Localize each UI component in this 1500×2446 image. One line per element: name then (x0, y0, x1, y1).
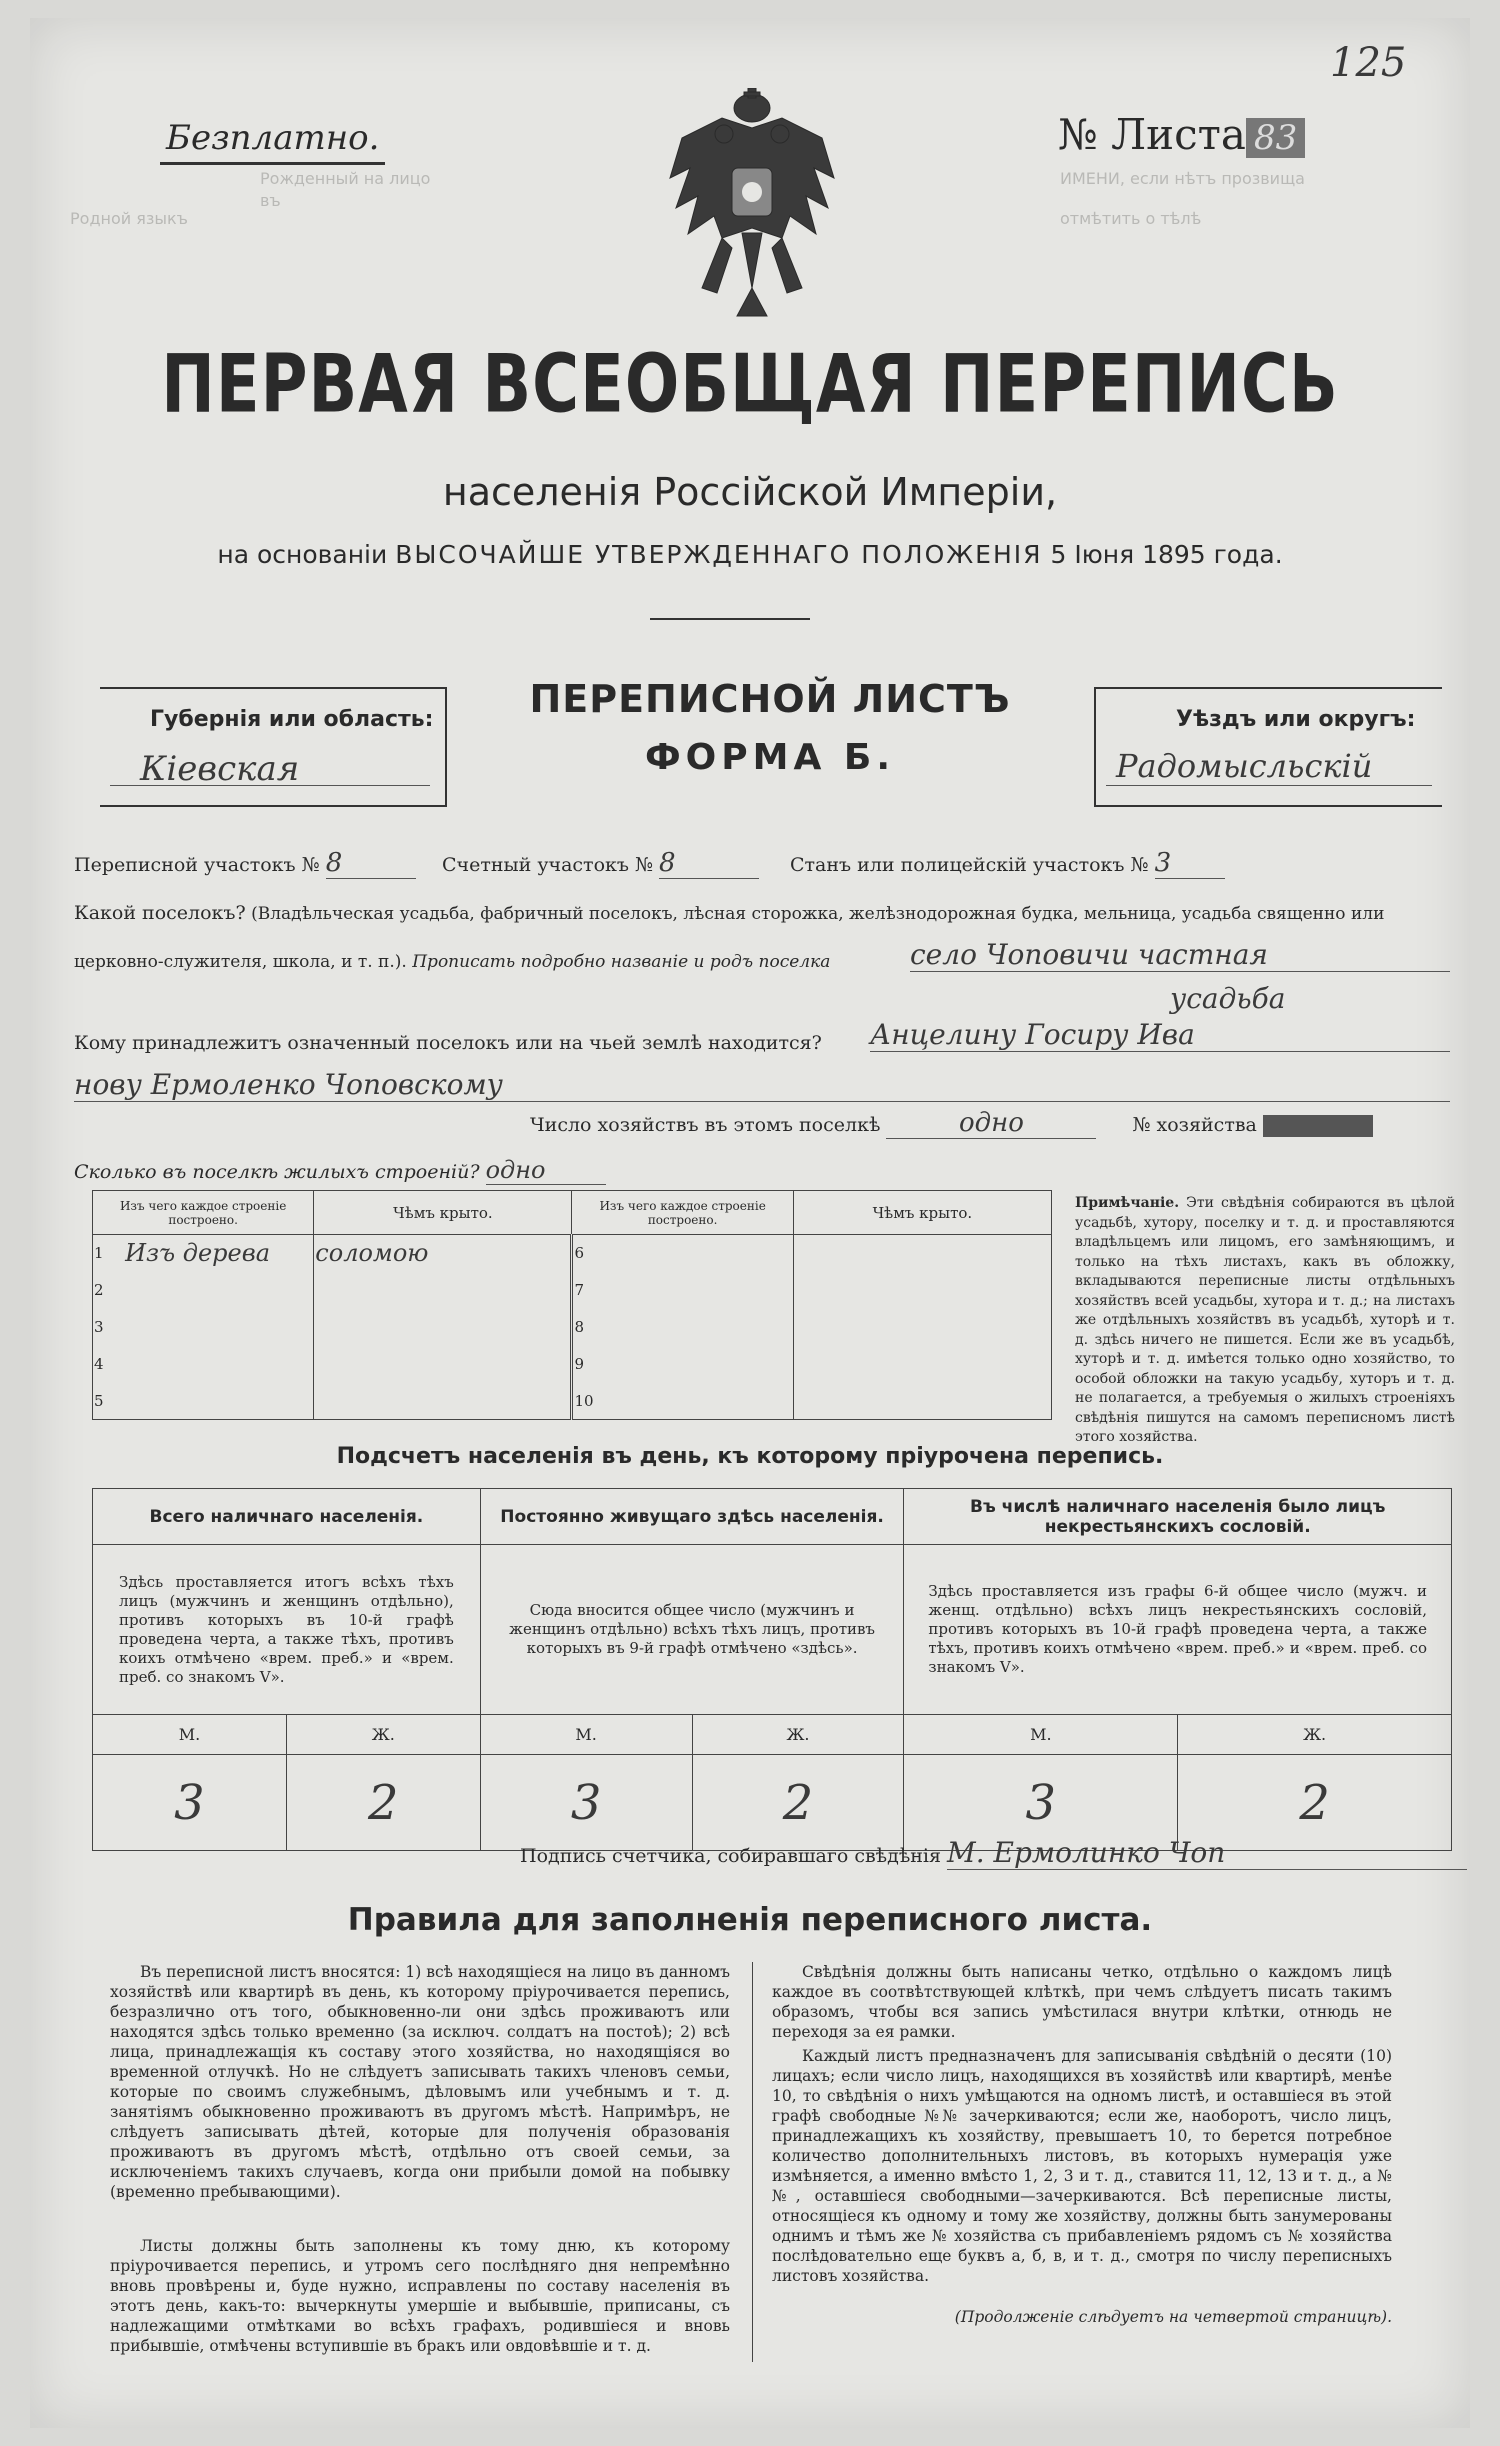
building-material (124, 1383, 314, 1420)
rules-right-p2: Каждый листъ предназначенъ для записыванія свѣдѣній о десяти (10) лицахъ; если число лицъ, находящихся въ хозяйствѣ или квартирѣ, менѣе 10, то свѣдѣнія о нихъ умѣщаются на одномъ листѣ, и оставшіеся въ этой графѣ свободные №№ зачеркиваются; если же, наоборотъ, число лицъ, принадлежащихъ къ хозяйству, превышаетъ 10, то берется потребное количество дополнительныхъ листовъ, въ которыхъ нумерація уже измѣняется, а именно вмѣсто 1, 2, 3 и т. д., ставится 11, 12, 13 и т. д., а №№, оставшіеся свободными—зачеркиваются. Всѣ переписные листы, относящіеся къ одному и тому же хозяйству, должны быть занумерованы однимъ и тѣмъ же № хозяйства съ прибавленіемъ рядомъ съ № хозяйства послѣдовательно еще буквъ а, б, в, и т. д., смотря по числу переписныхъ листовъ хозяйства. (772, 2047, 1392, 2285)
settlement-hint-1: (Владѣльческая усадьба, фабричный поселокъ, лѣсная сторожка, желѣзнодорожная будка, мельница, усадьба священно или (251, 904, 1385, 924)
count-district-label: Счетный участокъ № (442, 854, 653, 876)
male-label: М. (904, 1715, 1178, 1755)
building-material (124, 1272, 314, 1309)
building-roof (793, 1272, 1051, 1309)
building-material (604, 1235, 794, 1272)
stan-field (790, 848, 1225, 879)
count-district-field (442, 848, 759, 879)
col-roof-right: Чѣмъ крыто. (793, 1191, 1051, 1235)
col1-text: Здѣсь проставляется итогъ всѣхъ тѣхъ лицъ (мужчинъ и женщинъ отдѣльно), противъ которыхъ въ 10-й графѣ проведена черта, а также тѣхъ, противъ коихъ отмѣчено «врем. преб.» и «врем. преб. со знакомъ V». (93, 1545, 481, 1715)
building-material (604, 1346, 794, 1383)
male-label: М. (93, 1715, 287, 1755)
table-row (93, 1383, 1052, 1420)
note-block (1075, 1194, 1455, 1448)
owner-value-2: нову Ермоленко Чоповскому (74, 1068, 1450, 1102)
female-label: Ж. (1178, 1715, 1452, 1755)
households-value: одно (886, 1108, 1096, 1139)
guberniya-value: Кіевская (140, 749, 300, 789)
buildings-table (92, 1190, 1052, 1420)
count-district-value: 8 (659, 848, 759, 879)
female-label: Ж. (692, 1715, 904, 1755)
row-number: 7 (574, 1281, 585, 1299)
rules-divider (752, 1962, 753, 2362)
uezd-value: Радомысльскій (1116, 747, 1373, 785)
sheet-title: ПЕРЕПИСНОЙ ЛИСТЪ (529, 677, 1011, 721)
guberniya-line (110, 785, 430, 786)
rules-left-p1: Въ переписной листъ вносятся: 1) всѣ находящіеся на лицо въ данномъ хозяйствѣ или квартирѣ въ день, къ которому пріурочивается перепись, безразлично отъ того, обыкновенно-ли они здѣсь проживаютъ или находятся здѣсь только временно (за исключ. солдатъ на постоѣ); 2) всѣ лица, принадлежащія къ составу этого хозяйства, но находящіяся во временной отлучкѣ. Но не слѣдуетъ записывать такихъ членовъ семьи, которые по своимъ служебнымъ, дѣловымъ или учебнымъ и т. д. занятіямъ обыкновенно проживаютъ въ другомъ мѣстѣ. Напримѣръ, не слѣдуетъ записывать дѣтей, которые для полученія образованія проживаютъ въ другомъ мѣстѣ, отдѣльно отъ своей семьи, за исключеніемъ такихъ случаевъ, когда они прибыли домой на побывку (временно пребывающими). (110, 1963, 730, 2201)
form-box (100, 673, 1440, 803)
male-label: М. (480, 1715, 692, 1755)
row-number: 8 (574, 1318, 585, 1336)
census-district-value: 8 (326, 848, 416, 879)
households-label: Число хозяйствъ въ этомъ поселкѣ (530, 1114, 881, 1136)
note-label: Примѣчаніе. (1075, 1195, 1180, 1211)
signature-label: Подпись счетчика, собиравшаго свѣдѣнія (520, 1845, 941, 1867)
census-district-label: Переписной участокъ № (74, 854, 320, 876)
building-roof (314, 1272, 572, 1309)
settlement-hint-3: Прописать подробно названіе и родъ поселка (412, 952, 831, 972)
non-peasant-female-value: 2 (1178, 1755, 1452, 1851)
table-row (93, 1235, 1052, 1272)
row-number: 6 (574, 1244, 585, 1263)
settlement-hint-line (74, 952, 830, 972)
settlement-field (74, 902, 1454, 924)
guberniya-box (100, 687, 447, 807)
building-roof: соломою (314, 1235, 572, 1272)
stan-value: 3 (1155, 848, 1225, 879)
sheet-number (1058, 110, 1305, 159)
settlement-label: Какой поселокъ? (74, 902, 246, 924)
row-number: 1 (93, 1235, 125, 1272)
buildings-label: Сколько въ поселкѣ жилыхъ строеній? (74, 1161, 480, 1183)
female-label: Ж. (286, 1715, 480, 1755)
bleed-through-text-c: отмѣтить о тѣлѣ (1060, 209, 1202, 228)
settlement-value-1: село Чоповичи частная (910, 938, 1450, 972)
basis-caps: ВЫСОЧАЙШЕ УТВЕРЖДЕННАГО ПОЛОЖЕНІЯ (395, 540, 1043, 569)
households-field (530, 1108, 1373, 1139)
building-roof (314, 1309, 572, 1346)
sheet-number-value: 83 (1246, 118, 1305, 158)
table-row (93, 1272, 1052, 1309)
stan-label: Станъ или полицейскій участокъ № (790, 854, 1149, 876)
table-row (93, 1309, 1052, 1346)
permanent-female-value: 2 (692, 1755, 904, 1851)
basis-prefix: на основаніи (217, 540, 388, 569)
form-label: ФОРМА Б. (644, 737, 896, 778)
total-female-value: 2 (286, 1755, 480, 1851)
owner-value-1: Анцелину Госиру Ива (870, 1018, 1450, 1052)
household-no-label: № хозяйства (1132, 1114, 1257, 1136)
col3-head: Въ числѣ наличнаго населенія было лицъ некрестьянскихъ сословій. (904, 1489, 1452, 1545)
guberniya-label: Губернія или область: (150, 707, 434, 732)
buildings-field (74, 1156, 606, 1185)
corner-number: 125 (1330, 40, 1407, 86)
buildings-value: одно (486, 1156, 606, 1185)
household-no-redacted (1263, 1115, 1373, 1137)
building-material: Изъ дерева (124, 1235, 314, 1272)
bleed-through-text-b: Рожденный на лицо въ (260, 169, 431, 210)
settlement-value-2: усадьба (1170, 982, 1286, 1015)
col-material-right: Изъ чего каждое строеніе построено. (572, 1191, 793, 1235)
col2-text: Сюда вносится общее число (мужчинъ и женщинъ отдѣльно) всѣхъ тѣхъ лицъ, противъ которыхъ въ 9-й графѣ отмѣчено «здѣсь». (480, 1545, 904, 1715)
rules-left-p2: Листы должны быть заполнены къ тому дню, къ которому пріурочивается перепись, и утромъ сего послѣдняго дня непремѣнно вновь провѣрены и, буде нужно, исправлены по составу населенія въ этотъ день, какъ-то: вычеркнуты умершіе и выбывшіе, приписаны, съ надлежащими отмѣтками во всѣхъ графахъ, родившіеся и вновь прибывшіе, отмѣчены вступившіе въ бракъ или овдовѣвшіе и т. д. (110, 2237, 730, 2355)
sheet-number-label: № Листа (1058, 110, 1246, 159)
page-subtitle: населенія Россійской Имперіи, (442, 470, 1058, 514)
building-roof (793, 1346, 1051, 1383)
rules-right-p1: Свѣдѣнія должны быть написаны четко, отдѣльно о каждомъ лицѣ каждое въ соотвѣтствующей клѣткѣ, при чемъ слѣдуетъ писать такимъ образомъ, чтобы вся запись умѣстилася внутри клѣтки, отнюдь не переходя за ея рамки. (772, 1963, 1392, 2041)
owner-label: Кому принадлежитъ означенный поселокъ или на чьей землѣ находится? (74, 1032, 822, 1054)
basis-date: 5 Іюня 1895 года. (1050, 540, 1283, 569)
uezd-label: Уѣздъ или округъ: (1176, 707, 1416, 732)
col3-text: Здѣсь проставляется изъ графы 6-й общее число (мужч. и женщ. отдѣльно) всѣхъ лицъ некрестьянскихъ сословій, противъ которыхъ въ 10-й графѣ проведена черта, а также тѣхъ, противъ коихъ отмѣчено «врем. преб.» и «врем. преб. со знакомъ V». (904, 1545, 1452, 1715)
building-material (124, 1346, 314, 1383)
total-male-value: 3 (93, 1755, 287, 1851)
building-roof (793, 1383, 1051, 1420)
population-table (92, 1488, 1452, 1851)
building-material (604, 1272, 794, 1309)
building-roof (793, 1235, 1051, 1272)
census-sheet (30, 18, 1470, 2428)
building-roof (314, 1383, 572, 1420)
col-roof-left: Чѣмъ крыто. (314, 1191, 572, 1235)
building-material (604, 1309, 794, 1346)
row-number: 3 (93, 1309, 125, 1346)
col-material-left: Изъ чего каждое строеніе построено. (93, 1191, 314, 1235)
permanent-male-value: 3 (480, 1755, 692, 1851)
page-title: ПЕРВАЯ ВСЕОБЩАЯ ПЕРЕПИСЬ (161, 338, 1339, 432)
basis-line (30, 540, 1470, 569)
census-district-field (74, 848, 416, 879)
signature-field (520, 1836, 1467, 1870)
signature-value: М. Ермолинко Чоп (947, 1836, 1467, 1870)
row-number: 9 (574, 1355, 585, 1373)
non-peasant-male-value: 3 (904, 1755, 1178, 1851)
imperial-eagle-emblem-icon (662, 88, 842, 328)
table-row (93, 1346, 1052, 1383)
rules-title: Правила для заполненія переписного листа. (347, 1902, 1153, 1938)
row-number: 5 (93, 1383, 125, 1420)
note-text: Эти свѣдѣнія собираются въ цѣлой усадьбѣ, хутору, поселку и т. д. и проставляются владѣльцемъ или лицомъ, его замѣняющимъ, и только на тѣхъ листахъ, какъ въ обложку, вкладываются переписные листы отдѣльныхъ хозяйствъ всей усадьбы, хутора и т. д.; на листахъ же отдѣльныхъ хозяйствъ въ усадьбѣ, хуторѣ и т. д. здѣсь ничего не пишется. Если же въ усадьбѣ, хуторѣ и т. д. имѣется только одно хозяйство, то особой обложки на такую усадьбу, хуторъ и т. д. не полагается, а требуемыя о жилыхъ строеніяхъ свѣдѣнія пишутся на самомъ переписномъ листѣ этого хозяйства. (1075, 1195, 1455, 1445)
bleed-through-text-a: Родной языкъ (70, 209, 188, 228)
col2-head: Постоянно живущаго здѣсь населенія. (480, 1489, 904, 1545)
col1-head: Всего наличнаго населенія. (93, 1489, 481, 1545)
rules-continued: (Продолженіе слѣдуетъ на четвертой страницѣ). (954, 2308, 1392, 2326)
settlement-hint-2: церковно-служителя, школа, и т. п.). (74, 952, 407, 972)
row-number: 4 (93, 1346, 125, 1383)
building-material (124, 1309, 314, 1346)
population-title: Подсчетъ населенія въ день, къ которому пріурочена перепись. (336, 1444, 1164, 1469)
building-roof (793, 1309, 1051, 1346)
building-material (604, 1383, 794, 1420)
row-number: 10 (572, 1383, 604, 1420)
building-roof (314, 1346, 572, 1383)
uezd-line (1106, 785, 1432, 786)
free-label: Безплатно. (160, 118, 385, 165)
uezd-box (1094, 687, 1442, 807)
title-divider (650, 618, 810, 620)
row-number: 2 (93, 1272, 125, 1309)
bleed-through-text-d: ИМЕНИ, если нѣтъ прозвища (1060, 169, 1305, 188)
